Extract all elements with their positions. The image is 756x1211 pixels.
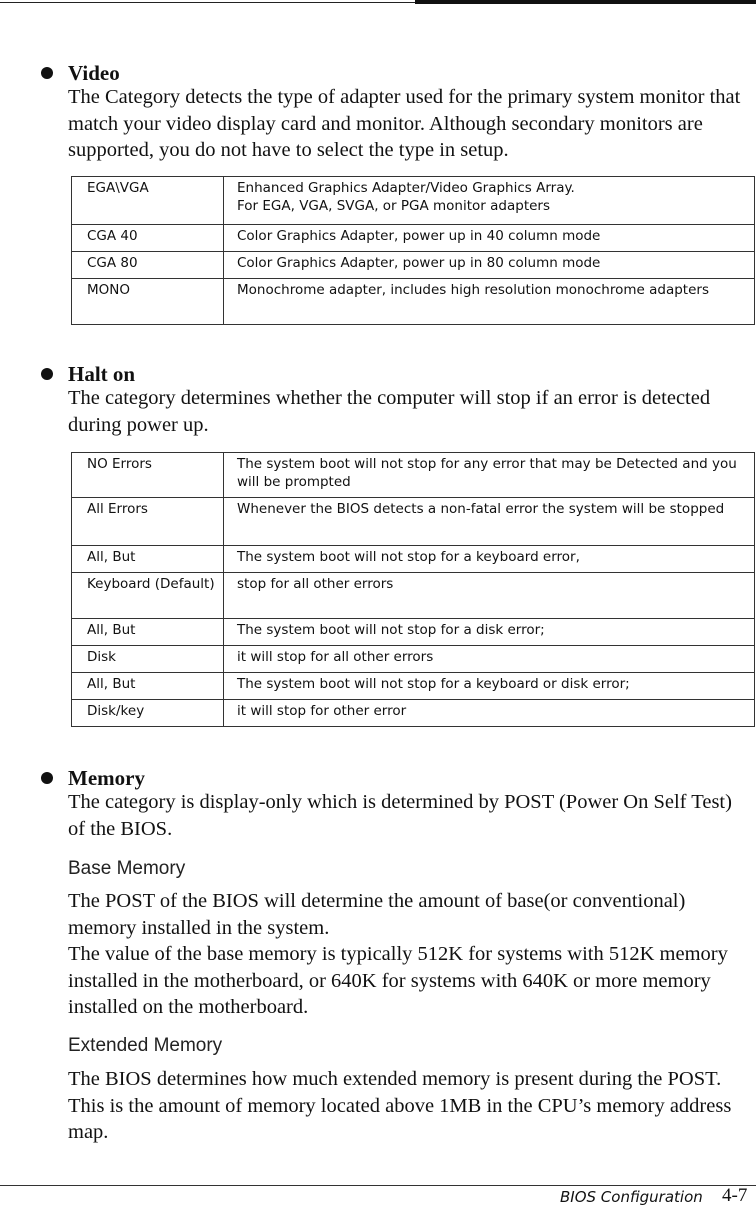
table-row (72, 252, 755, 279)
video-table (71, 176, 755, 325)
description-cell: stop for all other errors (224, 573, 755, 619)
table-row (72, 453, 755, 498)
option-cell: CGA 40 (72, 225, 224, 252)
option-cell: Disk/key (72, 700, 224, 727)
halt-on-paragraph: The category determines whether the computer will stop if an error is detected during power up. (68, 387, 711, 436)
description-cell: Monochrome adapter, includes high resolution monochrome adapters (224, 279, 755, 325)
description-cell: Color Graphics Adapter, power up in 80 column mode (224, 252, 755, 279)
option-cell: Keyboard (Default) (72, 573, 224, 619)
table-row (72, 673, 755, 700)
description-cell: Whenever the BIOS detects a non-fatal error the system will be stopped (224, 498, 755, 546)
table-row (72, 225, 755, 252)
description-cell: it will stop for other error (224, 700, 755, 727)
bullet-icon (41, 772, 53, 784)
description-cell: it will stop for all other errors (224, 646, 755, 673)
video-paragraph: The Category detects the type of adapter used for the primary system monitor that match your video display card and monitor. Although secondary monitors are supported, you do not have to select the type in setup. (68, 86, 741, 161)
description-line: For EGA, VGA, SVGA, or PGA monitor adapters (237, 198, 550, 214)
top-rule-bar (415, 0, 756, 4)
base-memory-paragraph: The POST of the BIOS will determine the amount of base(or conventional) memory installed in the system. (68, 890, 686, 939)
option-cell: All, But (72, 673, 224, 700)
description-cell: The system boot will not stop for any error that may be Detected and you will be prompted (224, 453, 755, 498)
table-row (72, 279, 755, 325)
option-cell: All, But (72, 546, 224, 573)
option-cell: All Errors (72, 498, 224, 546)
halt-on-table (71, 452, 755, 727)
table-row (72, 177, 755, 225)
description-line: Enhanced Graphics Adapter/Video Graphics Array. (237, 180, 575, 196)
bullet-icon (41, 368, 53, 380)
option-cell: EGA\VGA (72, 177, 224, 225)
option-cell: NO Errors (72, 453, 224, 498)
option-cell: MONO (72, 279, 224, 325)
option-cell: CGA 80 (72, 252, 224, 279)
footer-rule (0, 1185, 756, 1186)
table-row (72, 700, 755, 727)
description-cell: Color Graphics Adapter, power up in 40 column mode (224, 225, 755, 252)
base-memory-paragraph-2: The value of the base memory is typically 512K for systems with 512K memory installed in the motherboard, or 640K for systems with 640K or more memory installed on the motherboard. (68, 943, 728, 1018)
table-row (72, 498, 755, 546)
extended-memory-paragraph: The BIOS determines how much extended memory is present during the POST. This is the amount of memory located above 1MB in the CPU’s memory address map. (68, 1068, 732, 1143)
table-row (72, 573, 755, 619)
bullet-icon (41, 67, 53, 79)
description-cell: The system boot will not stop for a disk error; (224, 619, 755, 646)
halt-on-heading: Halt on (68, 362, 136, 386)
description-cell: The system boot will not stop for a keyboard error, (224, 546, 755, 573)
page-number: 4-7 (722, 1185, 748, 1206)
base-memory-heading: Base Memory (68, 858, 186, 879)
top-rule (0, 2, 415, 3)
table-row (72, 546, 755, 573)
option-cell: Disk (72, 646, 224, 673)
table-row (72, 619, 755, 646)
description-cell: The system boot will not stop for a keyboard or disk error; (224, 673, 755, 700)
option-cell: All, But (72, 619, 224, 646)
description-cell (224, 177, 755, 225)
extended-memory-heading: Extended Memory (68, 1035, 223, 1056)
memory-paragraph: The category is display-only which is determined by POST (Power On Self Test) of the BIOS. (68, 791, 732, 840)
video-heading: Video (68, 61, 120, 85)
memory-heading: Memory (68, 766, 145, 790)
footer-title: BIOS Configuration (560, 1188, 703, 1206)
table-row (72, 646, 755, 673)
